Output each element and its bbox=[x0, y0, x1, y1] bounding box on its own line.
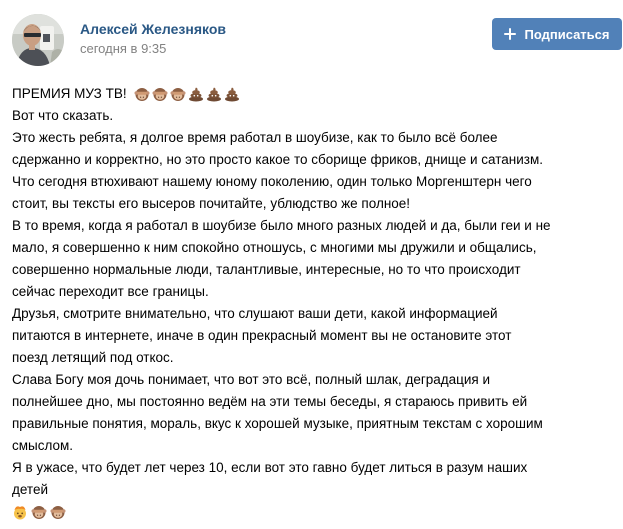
pile-of-poo-icon bbox=[224, 86, 240, 102]
post-text-line: сдержанно и корректно, но это просто какое то сборище фриков, днище и сатанизм. bbox=[12, 152, 543, 167]
post-time-link[interactable]: сегодня в 9:35 bbox=[80, 41, 167, 56]
see-no-evil-monkey-icon bbox=[170, 86, 186, 102]
post-text-line: смыслом. bbox=[12, 438, 74, 453]
pile-of-poo-icon bbox=[188, 86, 204, 102]
post-title-line bbox=[12, 83, 620, 105]
post-title: ПРЕМИЯ МУЗ ТВ! bbox=[12, 86, 127, 101]
plus-icon bbox=[504, 28, 516, 40]
post-text bbox=[12, 83, 620, 523]
post-text-line: питаются в интернете, иначе в один прекрасный момент вы не остановите этот bbox=[12, 328, 512, 343]
final-emoji-line bbox=[12, 501, 620, 523]
see-no-evil-monkey-icon bbox=[50, 504, 66, 520]
post-text-line: Это жесть ребята, я долгое время работал в шоубизе, как то было всё более bbox=[12, 130, 498, 145]
post-text-line: Вот что сказать. bbox=[12, 108, 114, 123]
post-text-line: полнейшее дно, мы постоянно ведём на эти темы беседы, я стараюсь привить ей bbox=[12, 394, 528, 409]
see-no-evil-monkey-icon bbox=[134, 86, 150, 102]
subscribe-button-label: Подписаться bbox=[524, 26, 610, 42]
post-header bbox=[0, 0, 623, 80]
see-no-evil-monkey-icon bbox=[152, 86, 168, 102]
post-text-line: В то время, когда я работал в шоубизе было много разных людей и да, были геи и не bbox=[12, 218, 551, 233]
exploding-head-icon bbox=[12, 504, 28, 520]
avatar-photo bbox=[12, 14, 64, 66]
subscribe-button[interactable] bbox=[492, 18, 622, 50]
post-text-line: поезд летящий под откос. bbox=[12, 350, 174, 365]
post-text-line: Что сегодня втюхивают нашему юному поколению, один только Моргенштерн чего bbox=[12, 174, 532, 189]
pile-of-poo-icon bbox=[206, 86, 222, 102]
post-text-line: Друзья, смотрите внимательно, что слушают ваши дети, какой информацией bbox=[12, 306, 498, 321]
post-text-line: мало, я совершенно к ним спокойно отношусь, с многими мы дружили и общались, bbox=[12, 240, 537, 255]
post-text-line: Слава Богу моя дочь понимает, что вот это всё, полный шлак, деградация и bbox=[12, 372, 491, 387]
avatar[interactable] bbox=[12, 14, 64, 66]
author-name-link[interactable]: Алексей Железняков bbox=[80, 21, 226, 37]
post-text-line: стоит, вы тексты его высеров почитайте, ублюдство же полное! bbox=[12, 196, 411, 211]
post-text-line: правильные понятия, мораль, вкус к хорошей музыке, приятным текстам с хорошим bbox=[12, 416, 543, 431]
final-emoji-row bbox=[12, 504, 66, 520]
post-text-line: детей bbox=[12, 482, 49, 497]
post-text-line: Я в ужасе, что будет лет через 10, если вот это гавно будет литься в разум наших bbox=[12, 460, 528, 475]
post-text-line: совершенно нормальные люди, талантливые, интересные, но то что происходит bbox=[12, 262, 521, 277]
title-emoji-row bbox=[134, 86, 240, 102]
see-no-evil-monkey-icon bbox=[31, 504, 47, 520]
post-text-line: сейчас переходит все границы. bbox=[12, 284, 209, 299]
